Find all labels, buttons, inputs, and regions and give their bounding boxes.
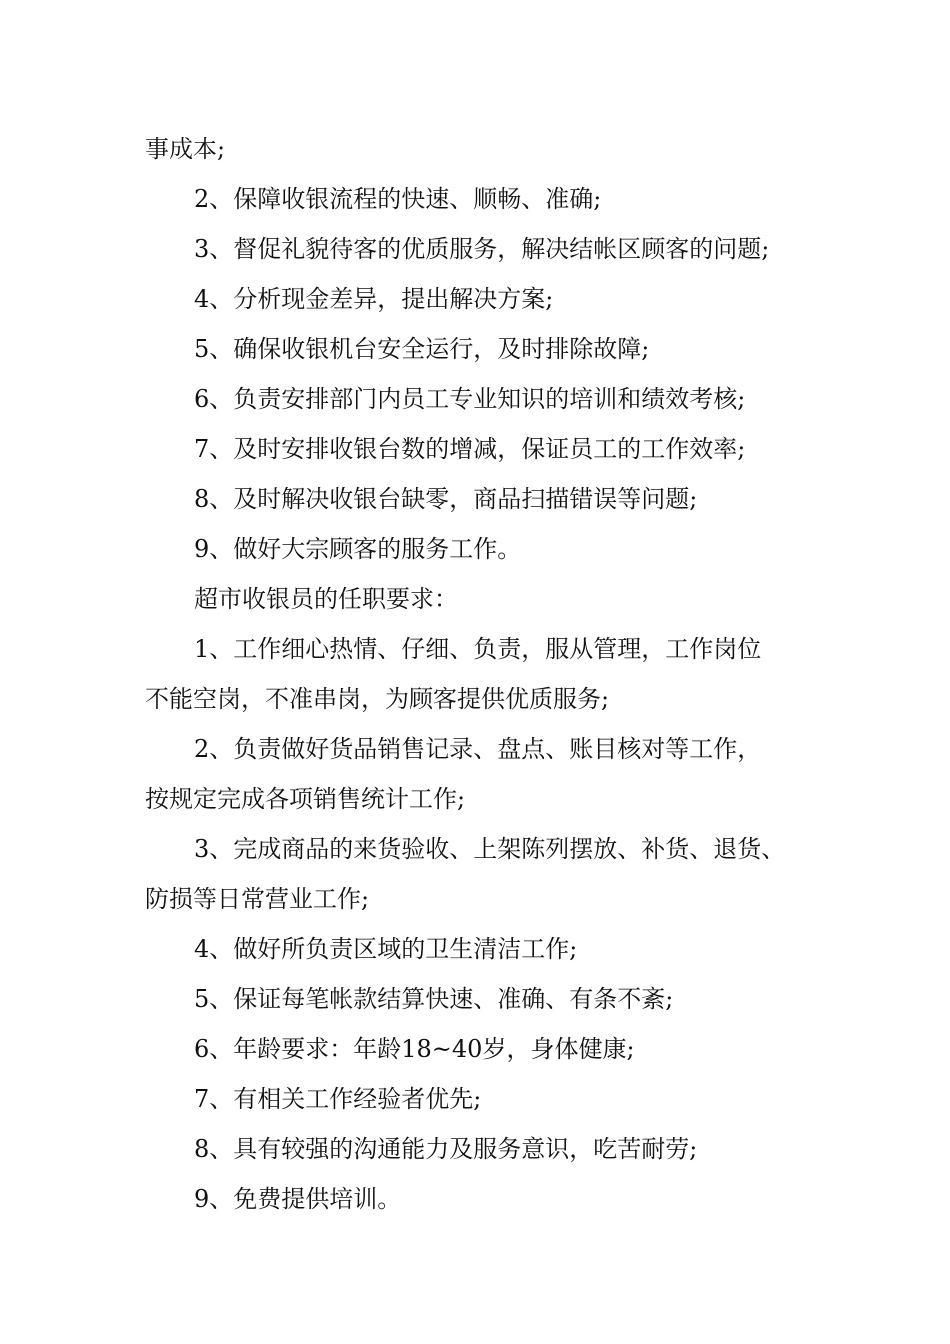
paragraph-line: 1、工作细心热情、仔细、负责，服从管理，工作岗位 [194, 635, 762, 663]
paragraph-line: 3、完成商品的来货验收、上架陈列摆放、补货、退货、 [194, 835, 786, 863]
paragraph-line: 防损等日常营业工作; [145, 885, 370, 913]
paragraph-line: 3、督促礼貌待客的优质服务，解决结帐区顾客的问题; [194, 235, 770, 263]
paragraph-line: 7、及时安排收银台数的增减，保证员工的工作效率; [194, 435, 746, 463]
paragraph-line: 按规定完成各项销售统计工作; [145, 785, 466, 813]
paragraph-line: 6、负责安排部门内员工专业知识的培训和绩效考核; [194, 385, 746, 413]
paragraph-line: 8、及时解决收银台缺零，商品扫描错误等问题; [194, 485, 698, 513]
paragraph-line: 5、确保收银机台安全运行，及时排除故障; [194, 335, 650, 363]
paragraph-line: 4、做好所负责区域的卫生清洁工作; [194, 935, 578, 963]
paragraph-line: 4、分析现金差异，提出解决方案; [194, 285, 554, 313]
paragraph-line: 2、负责做好货品销售记录、盘点、账目核对等工作， [194, 735, 762, 763]
paragraph-line: 6、年龄要求：年龄18~40岁，身体健康; [194, 1035, 635, 1063]
document-body [145, 124, 845, 1224]
paragraph-line: 5、保证每笔帐款结算快速、准确、有条不紊; [194, 985, 674, 1013]
paragraph-line: 2、保障收银流程的快速、顺畅、准确; [194, 185, 602, 213]
paragraph-line: 9、免费提供培训。 [194, 1185, 402, 1213]
paragraph-line: 7、有相关工作经验者优先; [194, 1085, 482, 1113]
paragraph-line: 9、做好大宗顾客的服务工作。 [194, 535, 522, 563]
paragraph-line: 事成本; [145, 135, 226, 163]
paragraph-line: 不能空岗，不准串岗，为顾客提供优质服务; [145, 685, 610, 713]
paragraph-line: 8、具有较强的沟通能力及服务意识，吃苦耐劳; [194, 1135, 698, 1163]
section-heading: 超市收银员的任职要求： [194, 585, 458, 613]
